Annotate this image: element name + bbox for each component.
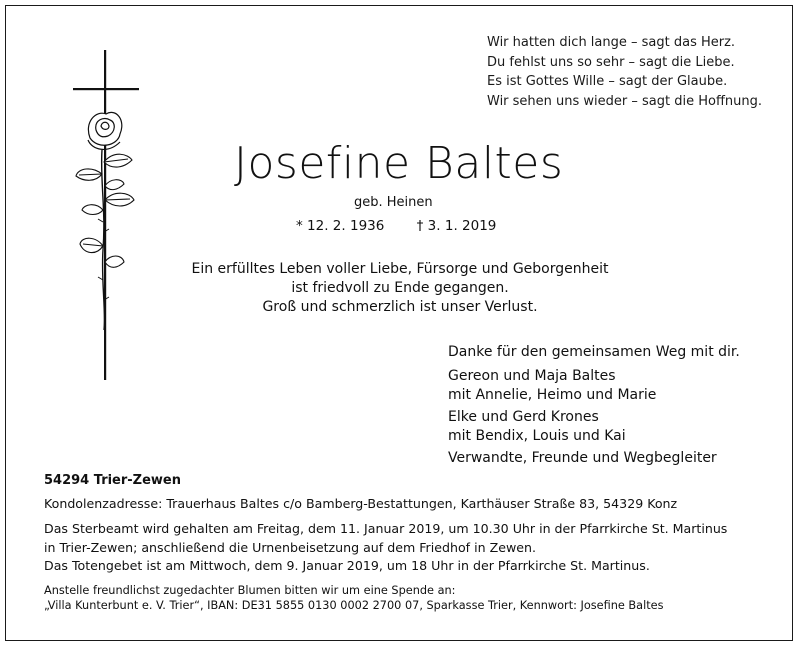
mourner-group [448, 367, 717, 405]
mourner-group [448, 449, 717, 468]
funeral-info-line: Das Sterbeamt wird gehalten am Freitag, dem 11. Januar 2019, um 10.30 Uhr in der Pfarrkirche St. Martinus [44, 521, 728, 536]
condolence-address: Kondolenzadresse: Trauerhaus Baltes c/o Bamberg-Bestattungen, Karthäuser Straße 83, 54329 Konz [44, 495, 678, 511]
donation-request: Anstelle freundlichst zugedachter Blumen bitten wir um eine Spende an: [44, 583, 456, 597]
mourners-list [448, 367, 717, 471]
life-dates [296, 218, 496, 234]
poem-line: Wir hatten dich lange – sagt das Herz. [487, 35, 736, 50]
birth-date: * 12. 2. 1936 [296, 218, 385, 234]
funeral-info-line: in Trier-Zewen; anschließend die Urnenbeisetzung auf dem Friedhof in Zewen. [44, 539, 536, 555]
poem-line: Es ist Gottes Wille – sagt der Glaube. [487, 74, 728, 89]
place: 54294 Trier-Zewen [44, 473, 182, 488]
prayer-info: Das Totengebet ist am Mittwoch, dem 9. Januar 2019, um 18 Uhr in der Pfarrkirche St. Martinus. [44, 558, 650, 573]
mourner-children: mit Annelie, Heimo und Marie [448, 387, 657, 403]
poem-line: Du fehlst uns so sehr – sagt die Liebe. [487, 54, 735, 70]
poem [487, 33, 762, 111]
poem-line: Wir sehen uns wieder – sagt die Hoffnung. [487, 93, 763, 109]
memorial-text [0, 260, 800, 317]
cross-with-rose-icon [70, 50, 150, 385]
memorial-line: ist friedvoll zu Ende gegangen. [291, 280, 509, 296]
thanks-line: Danke für den gemeinsamen Weg mit dir. [448, 344, 740, 360]
mourner-name: Gereon und Maja Baltes [448, 368, 616, 384]
memorial-line: Groß und schmerzlich ist unser Verlust. [262, 299, 538, 315]
deceased-name: Josefine Baltes [234, 138, 564, 189]
mourner-children: mit Bendix, Louis und Kai [448, 428, 626, 444]
mourner-group [448, 408, 717, 446]
donation-account: „Villa Kunterbunt e. V. Trier“, IBAN: DE31 5855 0130 0002 2700 07, Sparkasse Trier, Kennwort: Josefine Baltes [44, 598, 664, 612]
mourner-name: Elke und Gerd Krones [448, 409, 599, 425]
death-date: † 3. 1. 2019 [416, 218, 497, 234]
footer-details [44, 472, 727, 613]
memorial-line: Ein erfülltes Leben voller Liebe, Fürsorge und Geborgenheit [191, 261, 609, 277]
mourner-name: Verwandte, Freunde und Wegbegleiter [448, 450, 717, 466]
maiden-name: geb. Heinen [354, 195, 433, 210]
